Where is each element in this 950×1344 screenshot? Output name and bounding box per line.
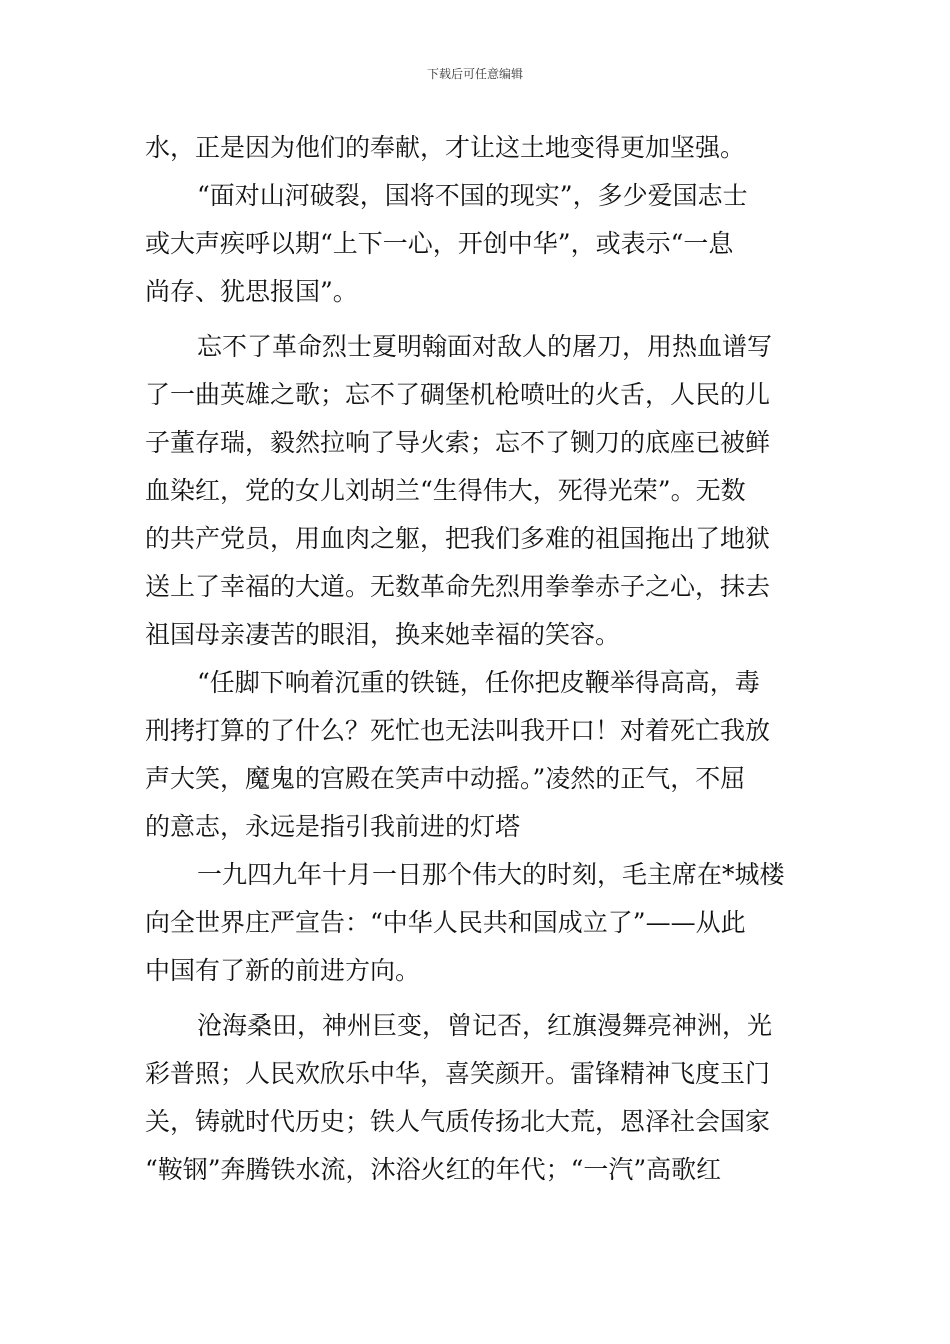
text-line: “任脚下响着沉重的铁链，任你把皮鞭举得高高，毒 <box>197 668 760 697</box>
text-line: 一九四九年十月一日那个伟大的时刻，毛主席在*城楼 <box>197 860 785 889</box>
text-line: 了一曲英雄之歌；忘不了碉堡机枪喷吐的火舌，人民的儿 <box>145 380 771 409</box>
text-line: 沧海桑田，神州巨变，曾记否，红旗漫舞亮神洲，光 <box>197 1011 773 1040</box>
text-line: 送上了幸福的大道。无数革命先烈用拳拳赤子之心，抹去 <box>145 572 771 601</box>
text-line: 关，铸就时代历史；铁人气质传扬北大荒，恩泽社会国家 <box>145 1107 771 1136</box>
text-line: 刑拷打算的了什么？死忙也无法叫我开口！对着死亡我放 <box>145 716 771 745</box>
text-line: 声大笑，魔鬼的宫殿在笑声中动摇。”凌然的正气，不屈 <box>145 764 746 793</box>
text-line: 子董存瑞，毅然拉响了导火索；忘不了铡刀的底座已被鲜 <box>145 428 771 457</box>
text-line: 或大声疾呼以期“上下一心，开创中华”，或表示“一息 <box>145 229 734 258</box>
text-line: 忘不了革命烈士夏明翰面对敌人的屠刀，用热血谱写 <box>197 332 773 361</box>
text-line: 血染红，党的女儿刘胡兰“生得伟大，死得光荣”。无数 <box>145 476 746 505</box>
text-line: “鞍钢”奔腾铁水流，沐浴火红的年代；“一汽”高歌红 <box>145 1155 722 1184</box>
document-body <box>145 128 809 1198</box>
text-line: 中国有了新的前进方向。 <box>145 956 421 985</box>
text-line: 水，正是因为他们的奉献，才让这土地变得更加坚强。 <box>145 133 746 162</box>
text-line: 祖国母亲凄苦的眼泪，换来她幸福的笑容。 <box>145 620 621 649</box>
page-header: 下载后可任意编辑 <box>426 67 523 81</box>
text-line: 的共产党员，用血肉之躯，把我们多难的祖国拖出了地狱 <box>145 524 771 553</box>
text-line: 尚存、犹思报国”。 <box>145 277 358 306</box>
text-line: “面对山河破裂，国将不国的现实”，多少爱国志士 <box>197 181 748 210</box>
text-line: 的意志，永远是指引我前进的灯塔 <box>145 812 521 841</box>
text-line: 彩普照；人民欢欣乐中华，喜笑颜开。雷锋精神飞度玉门 <box>145 1059 771 1088</box>
text-line: 向全世界庄严宣告：“中华人民共和国成立了”——从此 <box>145 908 746 937</box>
